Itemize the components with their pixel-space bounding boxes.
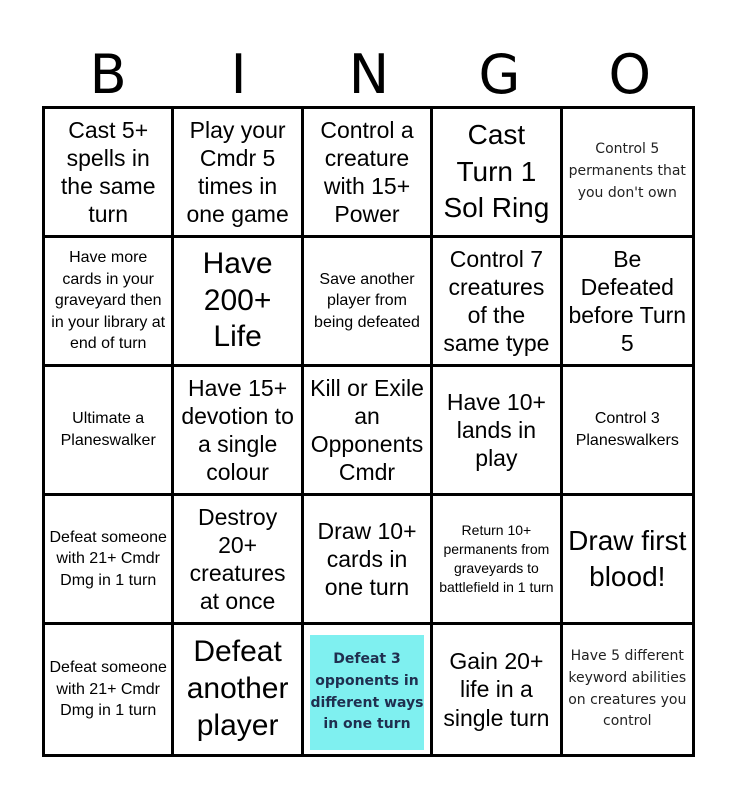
bingo-cell[interactable]: [563, 238, 692, 367]
cell-text: Control a creature with 15+ Power: [320, 116, 414, 228]
bingo-cell[interactable]: [304, 238, 433, 367]
bingo-cell[interactable]: [45, 367, 174, 496]
cell-text: Play your Cmdr 5 times in one game: [186, 116, 289, 228]
bingo-cell[interactable]: [174, 625, 303, 754]
bingo-cell[interactable]: [174, 496, 303, 625]
cell-text: Control 3 Planeswalkers: [575, 410, 679, 449]
bingo-cell[interactable]: [304, 367, 433, 496]
free-space-cell[interactable]: [304, 625, 433, 754]
bingo-cell[interactable]: [45, 238, 174, 367]
header-letter-b: B: [89, 42, 127, 106]
bingo-cell[interactable]: [174, 238, 303, 367]
bingo-cell[interactable]: [45, 625, 174, 754]
cell-text: Have more cards in your graveyard then in your library at end of turn: [51, 249, 166, 353]
bingo-cell[interactable]: [304, 496, 433, 625]
cell-text: Cast 5+ spells in the same turn: [60, 116, 156, 228]
cell-text: Have 10+ lands in play: [446, 388, 546, 472]
cell-text: Destroy 20+ creatures at once: [189, 503, 286, 615]
bingo-cell[interactable]: [433, 367, 562, 496]
bingo-cell[interactable]: [563, 367, 692, 496]
bingo-cell[interactable]: [433, 625, 562, 754]
cell-text: Control 7 creatures of the same type: [443, 245, 550, 357]
cell-text: Cast Turn 1 Sol Ring: [443, 119, 550, 224]
header-letter-n: N: [348, 42, 390, 106]
bingo-board: [42, 106, 695, 757]
cell-text: Be Defeated before Turn 5: [568, 245, 687, 357]
bingo-header: [43, 40, 695, 108]
cell-text: Ultimate a Planeswalker: [60, 410, 156, 449]
cell-text: Gain 20+ life in a single turn: [443, 648, 550, 731]
header-letter-i: I: [230, 42, 247, 106]
bingo-cell[interactable]: [563, 109, 692, 238]
header-letter-o: O: [608, 42, 652, 106]
cell-text: Return 10+ permanents from graveyards to battlefield in 1 turn: [439, 522, 554, 595]
header-letter-g: G: [478, 42, 521, 106]
cell-text: Have 5 different keyword abilities on creatures you control: [568, 648, 687, 730]
bingo-cell[interactable]: [174, 109, 303, 238]
cell-text: Draw first blood!: [568, 524, 687, 592]
bingo-cell[interactable]: [433, 238, 562, 367]
cell-text: Draw 10+ cards in one turn: [317, 517, 417, 601]
cell-text: Have 15+ devotion to a single colour: [181, 374, 294, 486]
cell-text: Defeat another player: [186, 635, 289, 742]
bingo-cell[interactable]: [433, 496, 562, 625]
cell-text: Save another player from being defeated: [314, 270, 420, 331]
bingo-cell[interactable]: [563, 625, 692, 754]
bingo-cell[interactable]: [304, 109, 433, 238]
cell-text: Defeat someone with 21+ Cmdr Dmg in 1 turn: [49, 528, 167, 589]
cell-text: Have 200+ Life: [202, 246, 273, 354]
cell-text: Defeat someone with 21+ Cmdr Dmg in 1 turn: [49, 659, 167, 720]
cell-text: Kill or Exile an Opponents Cmdr: [310, 374, 424, 486]
free-space-text: Defeat 3 opponents in different ways in one turn: [310, 635, 424, 750]
bingo-cell[interactable]: [45, 496, 174, 625]
bingo-cell[interactable]: [433, 109, 562, 238]
bingo-cell[interactable]: [563, 496, 692, 625]
cell-text: Control 5 permanents that you don't own: [568, 141, 686, 201]
bingo-cell[interactable]: [45, 109, 174, 238]
bingo-cell[interactable]: [174, 367, 303, 496]
